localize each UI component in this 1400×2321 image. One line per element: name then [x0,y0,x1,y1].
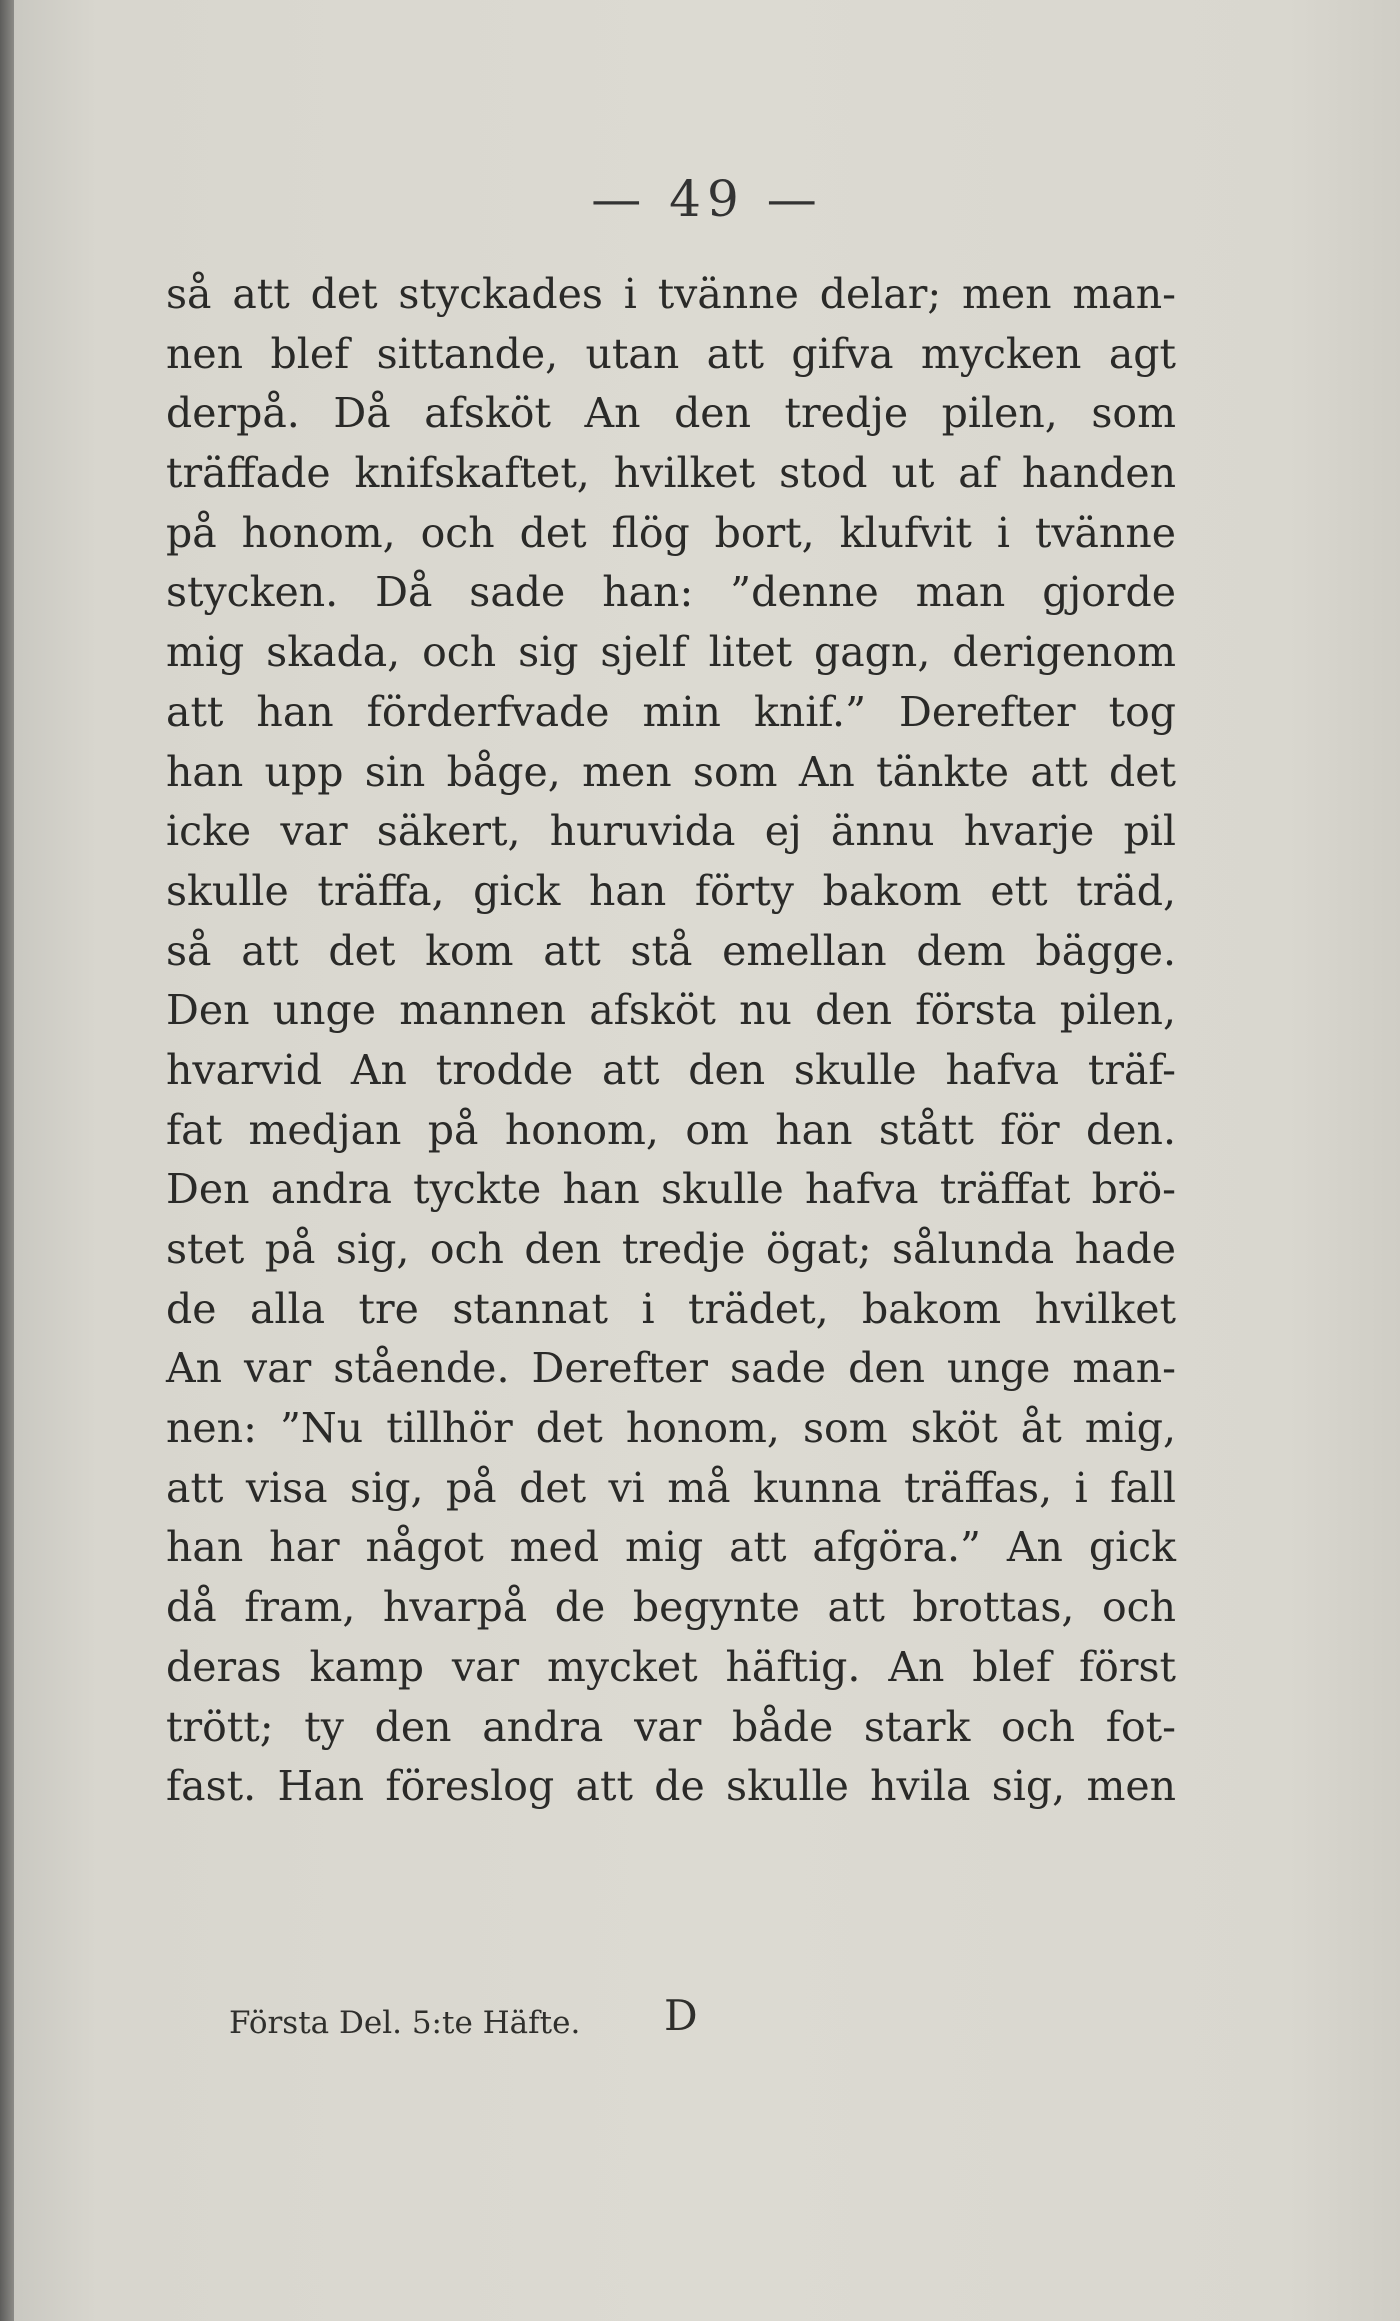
page-number: — 49 — [591,170,823,228]
text-line: fat medjan på honom, om han stått för den. [166,1105,1176,1154]
text-line: icke var säkert, huruvida ej ännu hvarje pil [166,807,1176,856]
page-gutter-shadow [0,0,14,2321]
text-line: träffade knifskaftet, hvilket stod ut af handen [166,449,1176,498]
text-line: stet på sig, och den tredje ögat; sålunda hade [166,1225,1176,1273]
printer-signature [229,1991,1129,2041]
text-line: derpå. Då afsköt An den tredje pilen, som [166,389,1176,438]
text-line: hvarvid An trodde att den skulle hafva träf- [166,1045,1176,1094]
text-line: Den andra tyckte han skulle hafva träffat brö- [166,1165,1176,1214]
signature-text: Första Del. 5:te Häfte. [229,2005,581,2041]
text-line: nen blef sittande, utan att gifva mycken agt [166,329,1176,378]
text-line: att visa sig, på det vi må kunna träffas, i fall [166,1463,1176,1512]
text-line: fast. Han föreslog att de skulle hvila sig, men [166,1762,1176,1811]
text-line: att han förderfvade min knif.” Derefter tog [166,687,1176,736]
book-page [14,0,1400,2321]
text-line: de alla tre stannat i trädet, bakom hvilket [166,1284,1176,1333]
text-line: han har något med mig att afgöra.” An gick [166,1523,1176,1572]
text-line: då fram, hvarpå de begynte att brottas, och [166,1583,1176,1632]
text-line: på honom, och det flög bort, klufvit i tvänne [166,508,1176,557]
text-line: så att det kom att stå emellan dem bägge. [166,926,1176,975]
text-line: han upp sin båge, men som An tänkte att det [166,747,1176,796]
text-line: så att det styckades i tvänne delar; men man- [166,270,1176,318]
text-line: An var stående. Derefter sade den unge man- [166,1344,1176,1393]
text-line: stycken. Då sade han: ”denne man gjorde [166,568,1176,617]
text-line: Den unge mannen afsköt nu den första pilen, [166,986,1176,1035]
text-line: nen: ”Nu tillhör det honom, som sköt åt mig, [166,1404,1176,1453]
text-line: skulle träffa, gick han förty bakom ett träd, [166,866,1176,915]
text-line: deras kamp var mycket häftig. An blef först [166,1642,1176,1691]
text-line: mig skada, och sig sjelf litet gagn, derigenom [166,628,1176,677]
signature-mark: D [664,1991,698,2040]
text-line: trött; ty den andra var både stark och fot- [166,1702,1176,1751]
body-text [166,265,1176,1817]
